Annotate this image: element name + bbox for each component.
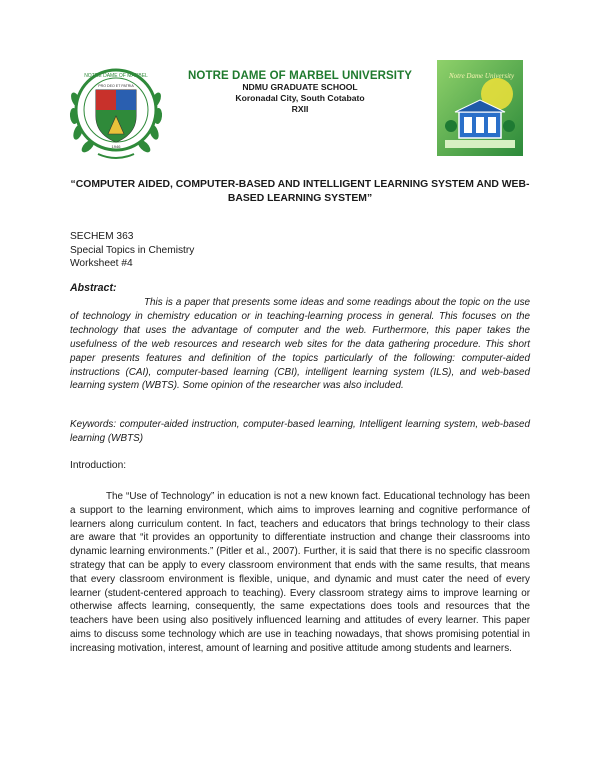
seal-motto-mid: PRO DEO ET PATRIA: [98, 84, 134, 88]
worksheet-number: Worksheet #4: [70, 258, 133, 270]
keywords: Keywords: computer-aided instruction, computer-based learning, Intelligent learning system, web-based learning (WBTS): [70, 419, 530, 444]
abstract-body: This is a paper that presents some ideas and some readings about the topic on the use of technology in chemistry education or in teaching-learning process in general. This focuses on the technology that uses the advantage of computer and the web. Furthermore, this paper takes the usefulness of the web resources and research web sites for the data gathering procedure. This short paper presents features and definition of the topics particularly of the following: computer-aided instructions (CAI), computer-based learning (CBI), intelligent learning system (ILS), and web-based learning system (WBTS). Some opinion of the researcher was also included.: [70, 297, 530, 392]
abstract-heading: Abstract:: [70, 282, 117, 294]
paper-title: “COMPUTER AIDED, COMPUTER-BASED AND INTELLIGENT LEARNING SYSTEM AND WEB-BASED LEARNING SYSTEM”: [70, 179, 530, 204]
logo-text: Notre Dame University: [449, 72, 515, 80]
letterhead: [170, 70, 430, 115]
seal-motto-top: NOTRE DAME OF MARBEL: [84, 73, 148, 79]
course-code: SECHEM 363: [70, 231, 134, 242]
course-info: [70, 230, 530, 271]
university-name: NOTRE DAME OF MARBEL UNIVERSITY: [188, 70, 412, 82]
seal-year: 1946: [111, 144, 121, 149]
school-region: RXII: [291, 104, 309, 114]
school-location: Koronadal City, South Cotabato: [235, 93, 365, 103]
introduction-body: The “Use of Technology” in education is not a new known fact. Educational technology has been a support to the learning environment, which aims to improves learning and cognitive performance of learners along curriculum content. In fact, teachers and educators that brings technology to their class are aware that “it provides an opportunity to differentiate instruction and change their classrooms into dynamic learning environments.” (Pitler et al., 2007). Further, it is said that there is no specific classroom strategy that can be apply to every classroom environment that ends with the same results, that means that every classroom environment is flexible, unique, and dynamic and must cater the need of every learner (student-centered approach to teaching). Every classroom strategy aims to improve learning or otherwise affects learning, consequently, the same expectations does tools and resources that the teachers have been using also positively influenced learning and attitudes of every learner. This paper aims to discuss some technology which are use in teaching nowadays, that shows promising potential in increasing motivation, interest, amount of learning and positive attitude among students and learners.: [70, 491, 530, 654]
graduate-school: NDMU GRADUATE SCHOOL: [242, 82, 358, 92]
course-name: Special Topics in Chemistry: [70, 244, 195, 256]
university-seal-icon: [68, 60, 164, 164]
introduction-heading: Introduction:: [70, 460, 127, 471]
graduate-school-logo-icon: [437, 60, 523, 156]
